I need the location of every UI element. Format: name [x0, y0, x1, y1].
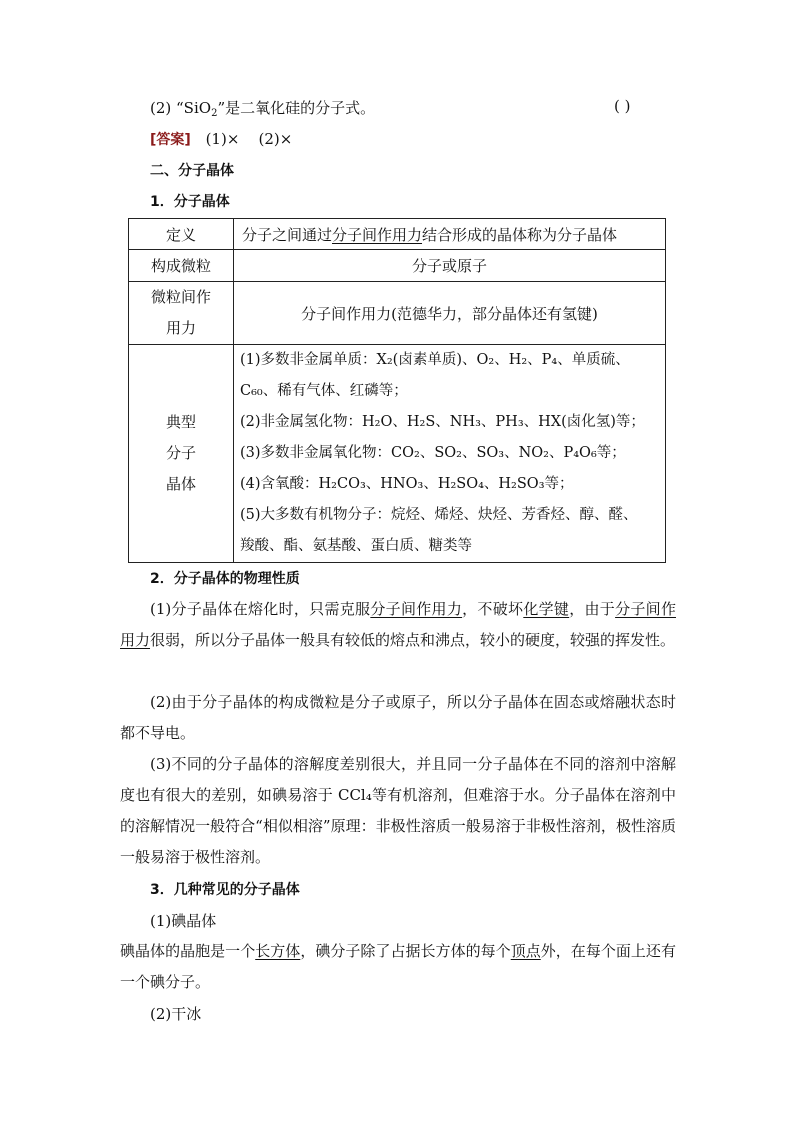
table-cell-force: 分子间作用力(范德华力，部分晶体还有氢键) [234, 282, 666, 345]
paragraph-3: (3)不同的分子晶体的溶解度差别很大，并且同一分子晶体在不同的溶剂中溶解度也有很大的差别，如碘易溶于 CCl₄等有机溶剂，但难溶于水。分子晶体在溶剂中的溶解情况一般符合“相似相溶”原理：非极性溶质一般易溶于非极性溶剂，极性溶质一般易溶于极性溶剂。 [120, 755, 676, 866]
paragraph-2: (2)由于分子晶体的构成微粒是分子或原子，所以分子晶体在固态或熔融状态时都不导电。 [120, 693, 676, 742]
table-row-typical [129, 345, 666, 563]
dry-ice-heading: (2)干冰 [150, 1005, 202, 1023]
paragraph-1: (1)分子晶体在熔化时，只需克服分子间作用力，不破坏化学键，由于分子间作用力很弱，所以分子晶体一般具有较低的熔点和沸点，较小的硬度，较强的挥发性。 [120, 600, 676, 649]
typical-line-7: 羧酸、酯、氨基酸、蛋白质、糖类等 [240, 538, 472, 554]
table-header-definition: 定义 [129, 219, 234, 250]
table-row-force [129, 282, 666, 345]
table-header-typical: 典型 分子 晶体 [129, 345, 234, 563]
table-cell-typical [234, 345, 666, 563]
typical-line-1: (1)多数非金属单质：X₂(卤素单质)、O₂、H₂、P₄、单质硫、 [240, 352, 630, 368]
table-header-force: 微粒间作 用力 [129, 282, 234, 345]
answer-line [150, 129, 292, 149]
table-header-particles: 构成微粒 [129, 250, 234, 282]
answer-bracket: ( ) [614, 97, 631, 115]
typical-line-5: (4)含氧酸：H₂CO₃、HNO₃、H₂SO₄、H₂SO₃等； [240, 476, 574, 492]
iodine-heading: (1)碘晶体 [150, 912, 217, 930]
molecular-crystal-table [128, 218, 666, 563]
answer-text: (1)× (2)× [205, 130, 293, 148]
typical-line-2: C₆₀、稀有气体、红磷等； [240, 383, 408, 399]
typical-line-3: (2)非金属氢化物：H₂O、H₂S、NH₃、PH₃、HX(卤化氢)等； [240, 414, 645, 430]
typical-line-4: (3)多数非金属氧化物：CO₂、SO₂、SO₃、NO₂、P₄O₆等； [240, 445, 626, 461]
question-2: (2) “SiO$_2$”是二氧化硅的分子式。 [150, 99, 376, 119]
subsection-2-heading: 2．分子晶体的物理性质 [150, 571, 300, 587]
paragraph-4: 碘晶体的晶胞是一个长方体，碘分子除了占据长方体的每个顶点外，在每个面上还有一个碘分子。 [120, 942, 676, 991]
subsection-1-heading: 1．分子晶体 [150, 194, 230, 210]
section-heading: 二、分子晶体 [150, 163, 234, 179]
table-row-particles [129, 250, 666, 282]
subsection-3-heading: 3．几种常见的分子晶体 [150, 882, 300, 898]
typical-line-6: (5)大多数有机物分子：烷烃、烯烃、炔烃、芳香烃、醇、醛、 [240, 507, 638, 523]
table-row-definition [129, 219, 666, 250]
table-cell-particles: 分子或原子 [234, 250, 666, 282]
table-cell-definition: 分子之间通过分子间作用力结合形成的晶体称为分子晶体 [234, 219, 666, 250]
answer-label: [答案] [150, 132, 191, 148]
